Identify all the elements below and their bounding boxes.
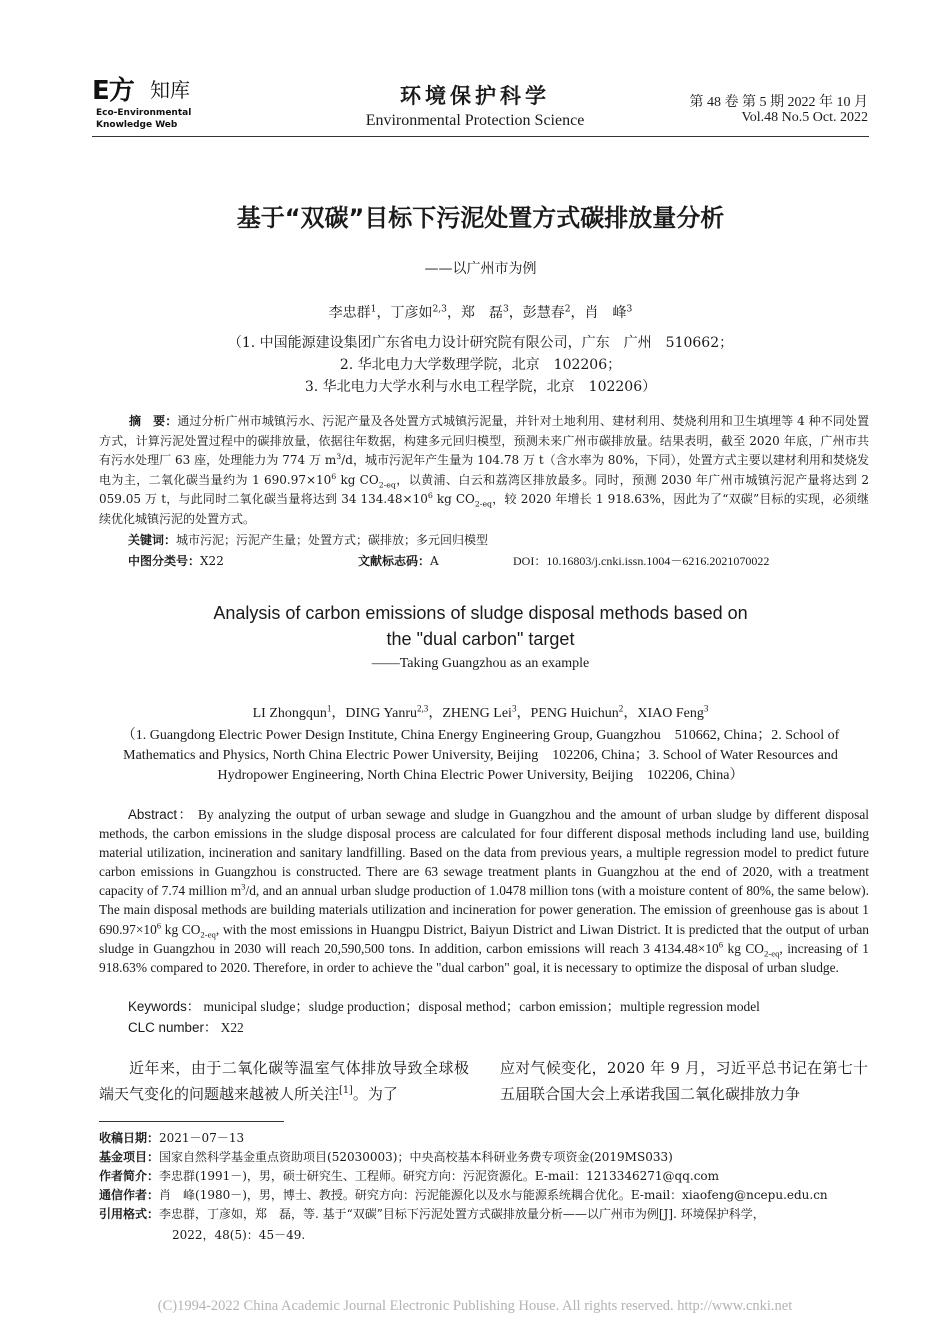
clc-value-en: X22 <box>217 1020 244 1035</box>
author-affiliation-mark: 2 <box>618 703 624 714</box>
issue-info-cn: 第 48 卷 第 5 期 2022 年 10 月 <box>689 95 868 110</box>
footnote-corresponding-author <box>99 1186 869 1204</box>
footnote-label: 收稿日期： <box>99 1131 160 1145</box>
author-affiliation-mark: 1 <box>326 703 332 714</box>
subscript: 2-eq <box>474 499 493 509</box>
keywords-value-cn: 城市污泥；污泥产生量；处置方式；碳排放；多元回归模型 <box>176 533 489 547</box>
author-affiliation-mark: 1 <box>370 304 377 315</box>
superscript: 3 <box>336 452 342 462</box>
abstract-en <box>99 805 869 977</box>
body-text: 近年来，由于二氧化碳等温室气体排放导致全球极端天气变化的问题越来越被人所关注 <box>99 1059 469 1103</box>
body-column-right: 应对气候变化，2020 年 9 月，习近平总书记在第七十五届联合国大会上承诺我国二氧化碳排放力争 <box>500 1059 868 1103</box>
superscript: 3 <box>241 881 246 892</box>
abstract-text: kg CO <box>161 921 201 937</box>
abstract-text: , increasing of 1 918.63% compared to 2020. Therefore, in order to achieve the "dual carbon" goal, it is necessary to optimize the disposal of urban sludge. <box>99 940 869 975</box>
document-code-cn <box>358 552 439 569</box>
author-list-en: LI Zhongqun$^1$，DING Yanru$^{2,3}$，ZHENG Lei$^3$，PENG Huichun$^2$，XIAO Feng$^3$ <box>252 703 709 721</box>
footnote-value: 李忠群，丁彦如，郑 磊，等. 基于“双碳”目标下污泥处置方式碳排放量分析——以广州市为例[J]. 环境保护科学， <box>159 1207 765 1221</box>
keywords-value-en: municipal sludge；sludge production；disposal method；carbon emission；multiple regression model <box>200 999 760 1014</box>
logo-name: 知库 <box>150 78 190 102</box>
affiliation-cn: 2. 华北电力大学数理学院，北京 102206； <box>339 357 622 373</box>
author-name: LI Zhongqun <box>252 706 327 721</box>
superscript: 6 <box>718 939 724 950</box>
document-code-value: A <box>430 554 439 568</box>
superscript: 6 <box>331 471 337 481</box>
paper-title-en-line: Analysis of carbon emissions of sludge disposal methods based on <box>213 603 748 623</box>
body-column-left <box>99 1055 469 1107</box>
affiliation-en: （1. Guangdong Electric Power Design Institute, China Energy Engineering Group, Guangzhou 510662, China；2. School of <box>121 728 840 743</box>
author-affiliation-mark: 3 <box>703 703 709 714</box>
abstract-cn <box>99 412 869 530</box>
abstract-text: kg CO <box>336 472 379 487</box>
footnote-label: 基金项目： <box>99 1150 160 1164</box>
keywords-en <box>128 996 868 1015</box>
abstract-label-cn: 摘 要： <box>129 414 178 428</box>
affiliation-cn: 3. 华北电力大学水利与水电工程学院，北京 102206） <box>304 379 657 395</box>
author-affiliation-mark: 3 <box>511 703 517 714</box>
abstract-text: kg CO <box>432 492 475 507</box>
author-name: 郑 磊 <box>460 305 503 321</box>
superscript: 6 <box>156 920 162 931</box>
author-affiliation-mark: 3 <box>626 304 633 315</box>
abstract-label-en: Abstract： <box>128 807 194 822</box>
clc-cn <box>128 552 224 569</box>
footnote-value: 2021－07－13 <box>159 1131 245 1145</box>
abstract-text: By analyzing the output of urban sewage and sludge in Guangzhou and the amount of urban sludge by different disposal methods, the carbon emissions in the sludge disposal process are calculated for four different disposal methods including land use, building material utilization, incineration and sanitary landfilling. Based on the data from previous years, a multiple regression model to predict future carbon emissions in Guangzhou is constructed. There are 63 sewage treatment plants in Guangzhou at the end of 2020, with a treatment capacity of 7.74 million m <box>99 807 869 899</box>
subscript: 2-eq <box>200 929 216 940</box>
author-affiliation-mark: 3 <box>502 304 509 315</box>
doi-link[interactable]: DOI：10.16803/j.cnki.issn.1004－6216.2021070022 <box>513 554 770 568</box>
footnote-citation-continued: 2022，48(5)：45－49. <box>172 1228 306 1242</box>
body-text: 。为了 <box>352 1085 398 1103</box>
paper-subtitle-cn: ——以广州市为例 <box>424 261 537 277</box>
paper-title-cn: 基于“双碳”目标下污泥处置方式碳排放量分析 <box>236 204 725 232</box>
journal-title-en: Environmental Protection Science <box>365 112 585 129</box>
logo-english-line2: Knowledge Web <box>96 120 178 130</box>
body-paragraph <box>99 1055 469 1107</box>
affiliation-cn: （1. 中国能源建设集团广东省电力设计研究院有限公司，广东 广州 510662； <box>227 335 734 351</box>
footnote-label: 作者简介： <box>99 1169 160 1183</box>
author-name: 彭慧春 <box>522 305 565 321</box>
paper-title-en-line: the "dual carbon" target <box>386 629 575 649</box>
abstract-text: 通过分析广州市城镇污水、污泥产量及各处置方式城镇污泥量，并针对土地利用、建材利用、焚烧利用和卫生填埋等 4 种不同处置方式，计算污泥处置过程中的碳排放量，依据往年数据，构建多元回归模型，预测未来广州市碳排放量。结果表明，截至 2020 年底，广州市共有污水处理厂 63 座，处理能力为 774 万 m <box>99 414 869 468</box>
author-affiliation-mark: 2,3 <box>432 304 447 315</box>
header-divider <box>92 136 869 137</box>
abstract-text: , with the most emissions in Huangpu District, Baiyun District and Liwan District. It is predicted that the output of urban sludge in Guangzhou in 2030 will reach 20,590,500 tons. In addition, carbon emissions will reach 3 4134.48×10 <box>99 921 869 956</box>
affiliation-en: Hydropower Engineering, North China Electric Power University, Beijing 102206, China） <box>217 768 744 783</box>
subscript: 2-eq <box>378 480 396 490</box>
clc-label-cn: 中图分类号： <box>128 554 201 568</box>
site-logo <box>92 70 222 134</box>
footnote-divider <box>99 1121 284 1122</box>
author-name: 丁彦如 <box>390 305 433 321</box>
footnote-value: 肖 峰(1980－)，男，博士、教授。研究方向：污泥能源化以及水与能源系统耦合优化。E-mail：xiaofeng@ncepu.edu.cn <box>159 1188 828 1202</box>
superscript: 6 <box>427 491 433 501</box>
reference-mark[interactable]: [1] <box>339 1085 353 1096</box>
footnote-label: 引用格式： <box>99 1207 160 1221</box>
abstract-text: /d，城市污泥年产生量为 104.78 万 t（含水率为 80%，下同），处置方式主要以建材利用和焚烧发电为主，二氧化碳当量约为 1 690.97×10 <box>99 453 869 487</box>
footnote-label: 通信作者： <box>99 1188 160 1202</box>
author-list-cn: 李忠群$^1$，丁彦如$^{2,3}$，郑 磊$^3$，彭慧春$^2$，肖 峰$^3$ <box>328 304 633 321</box>
clc-en <box>128 1017 244 1036</box>
author-name: DING Yanru <box>345 706 417 721</box>
keywords-cn <box>128 531 868 548</box>
footnote-author <box>99 1167 869 1185</box>
affiliation-en: Mathematics and Physics, North China Electric Power University, Beijing 102206, China；3. School of Water Resources and <box>123 748 838 763</box>
footnote-received <box>99 1129 869 1147</box>
paper-title-en <box>92 600 869 652</box>
logo-english-line1: Eco-Environmental <box>96 108 192 118</box>
author-name: XIAO Feng <box>637 706 704 721</box>
clc-label-en: CLC number： <box>128 1020 218 1035</box>
paper-subtitle-en: ——Taking Guangzhou as an example <box>371 656 590 671</box>
clc-value-cn: X22 <box>200 554 224 568</box>
footnote-value: 国家自然科学基金重点资助项目(52030003)；中央高校基本科研业务费专项资金(2019MS033) <box>159 1150 673 1164</box>
footnote-fund <box>99 1148 869 1166</box>
journal-title-cn: 环境保护科学 <box>400 84 550 108</box>
subscript: 2-eq <box>763 948 780 959</box>
document-code-label: 文献标志码： <box>358 554 431 568</box>
keywords-label-en: Keywords： <box>128 999 201 1014</box>
author-affiliation-mark: 2 <box>564 304 571 315</box>
author-affiliation-mark: 2,3 <box>416 703 429 714</box>
author-name: 李忠群 <box>328 305 371 321</box>
author-name: 肖 峰 <box>584 305 627 321</box>
abstract-text: kg CO <box>723 940 764 956</box>
logo-mark: E方 <box>92 76 134 106</box>
issue-info-en: Vol.48 No.5 Oct. 2022 <box>741 110 868 125</box>
footnote-citation <box>99 1205 869 1223</box>
keywords-label-cn: 关键词： <box>128 533 177 547</box>
abstract-text: ，较 2020 年增长 1 918.63%，因此为了“双碳”目标的实现，必须继续优化城镇污泥的处置方式。 <box>99 492 870 526</box>
abstract-text: ，以黄浦、白云和荔湾区排放最多。同时，预测 2030 年广州市城镇污泥产量将达到 2 059.05 万 t，与此同时二氧化碳当量将达到 34 134.48×10 <box>99 472 870 507</box>
author-name: ZHENG Lei <box>442 706 512 721</box>
footnote-value: 李忠群(1991－)，男，硕士研究生、工程师。研究方向：污泥资源化。E-mail：1213346271@qq.com <box>159 1169 720 1183</box>
abstract-text: /d, and an annual urban sludge production of 1.0478 million tons (with a moisture content of 80%, the same below). The main disposal methods are building materials utilization and incineration for power generation. The emission of greenhouse gas is about 1 690.97×10 <box>99 883 869 937</box>
author-name: PENG Huichun <box>530 706 619 721</box>
copyright-watermark: (C)1994-2022 China Academic Journal Electronic Publishing House. All rights reserved. http://www.cnki.net <box>157 1298 793 1314</box>
